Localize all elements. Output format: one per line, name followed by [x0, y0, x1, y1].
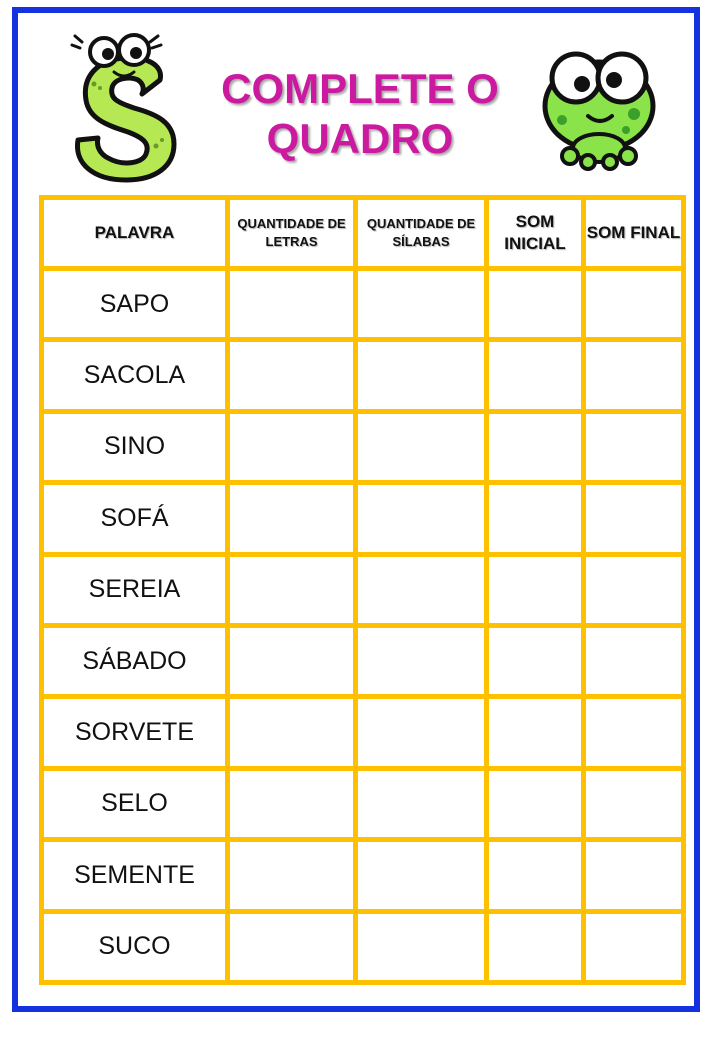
letter-s-mascot-icon — [64, 28, 194, 188]
initial-sound-cell[interactable] — [487, 340, 584, 411]
word-cell: SEMENTE — [42, 840, 228, 911]
title-line-2: QUADRO — [266, 115, 454, 162]
syllables-count-cell[interactable] — [356, 840, 487, 911]
syllables-count-cell[interactable] — [356, 411, 487, 482]
initial-sound-cell[interactable] — [487, 768, 584, 839]
header-som-inicial: SOM INICIAL — [487, 198, 584, 269]
letters-count-cell[interactable] — [228, 483, 356, 554]
initial-sound-cell[interactable] — [487, 411, 584, 482]
letters-count-cell[interactable] — [228, 625, 356, 696]
letters-count-cell[interactable] — [228, 697, 356, 768]
syllables-count-cell[interactable] — [356, 768, 487, 839]
letters-count-cell[interactable] — [228, 768, 356, 839]
initial-sound-cell[interactable] — [487, 840, 584, 911]
final-sound-cell[interactable] — [584, 768, 684, 839]
word-cell: SEREIA — [42, 554, 228, 625]
word-cell: SORVETE — [42, 697, 228, 768]
word-cell: SELO — [42, 768, 228, 839]
syllables-count-cell[interactable] — [356, 911, 487, 982]
table-row — [42, 554, 684, 625]
final-sound-cell[interactable] — [584, 340, 684, 411]
final-sound-cell[interactable] — [584, 411, 684, 482]
initial-sound-cell[interactable] — [487, 625, 584, 696]
table-row — [42, 840, 684, 911]
syllables-count-cell[interactable] — [356, 340, 487, 411]
title-line-1: COMPLETE O — [221, 65, 499, 112]
table-row — [42, 625, 684, 696]
header-row — [42, 198, 684, 269]
syllables-count-cell[interactable] — [356, 554, 487, 625]
final-sound-cell[interactable] — [584, 911, 684, 982]
initial-sound-cell[interactable] — [487, 269, 584, 340]
letters-count-cell[interactable] — [228, 554, 356, 625]
syllables-count-cell[interactable] — [356, 625, 487, 696]
final-sound-cell[interactable] — [584, 554, 684, 625]
final-sound-cell[interactable] — [584, 697, 684, 768]
syllables-count-cell[interactable] — [356, 697, 487, 768]
letters-count-cell[interactable] — [228, 411, 356, 482]
header-quantidade-letras: QUANTIDADE DE LETRAS — [228, 198, 356, 269]
letters-count-cell[interactable] — [228, 269, 356, 340]
table-row — [42, 768, 684, 839]
initial-sound-cell[interactable] — [487, 483, 584, 554]
initial-sound-cell[interactable] — [487, 911, 584, 982]
header-palavra: PALAVRA — [42, 198, 228, 269]
word-cell: SACOLA — [42, 340, 228, 411]
table-row — [42, 483, 684, 554]
table-row — [42, 411, 684, 482]
table-row — [42, 697, 684, 768]
word-cell: SÁBADO — [42, 625, 228, 696]
word-cell: SINO — [42, 411, 228, 482]
table-row — [42, 269, 684, 340]
letters-count-cell[interactable] — [228, 911, 356, 982]
table-row — [42, 911, 684, 982]
final-sound-cell[interactable] — [584, 840, 684, 911]
initial-sound-cell[interactable] — [487, 554, 584, 625]
header-som-final: SOM FINAL — [584, 198, 684, 269]
final-sound-cell[interactable] — [584, 625, 684, 696]
table-row — [42, 340, 684, 411]
header-quantidade-silabas: QUANTIDADE DE SÍLABAS — [356, 198, 487, 269]
initial-sound-cell[interactable] — [487, 697, 584, 768]
word-cell: SUCO — [42, 911, 228, 982]
word-cell: SAPO — [42, 269, 228, 340]
final-sound-cell[interactable] — [584, 483, 684, 554]
syllables-count-cell[interactable] — [356, 483, 487, 554]
letters-count-cell[interactable] — [228, 840, 356, 911]
page-title — [200, 64, 520, 164]
frog-mascot-icon — [534, 44, 664, 174]
letters-count-cell[interactable] — [228, 340, 356, 411]
complete-table — [39, 195, 686, 985]
word-cell: SOFÁ — [42, 483, 228, 554]
syllables-count-cell[interactable] — [356, 269, 487, 340]
final-sound-cell[interactable] — [584, 269, 684, 340]
